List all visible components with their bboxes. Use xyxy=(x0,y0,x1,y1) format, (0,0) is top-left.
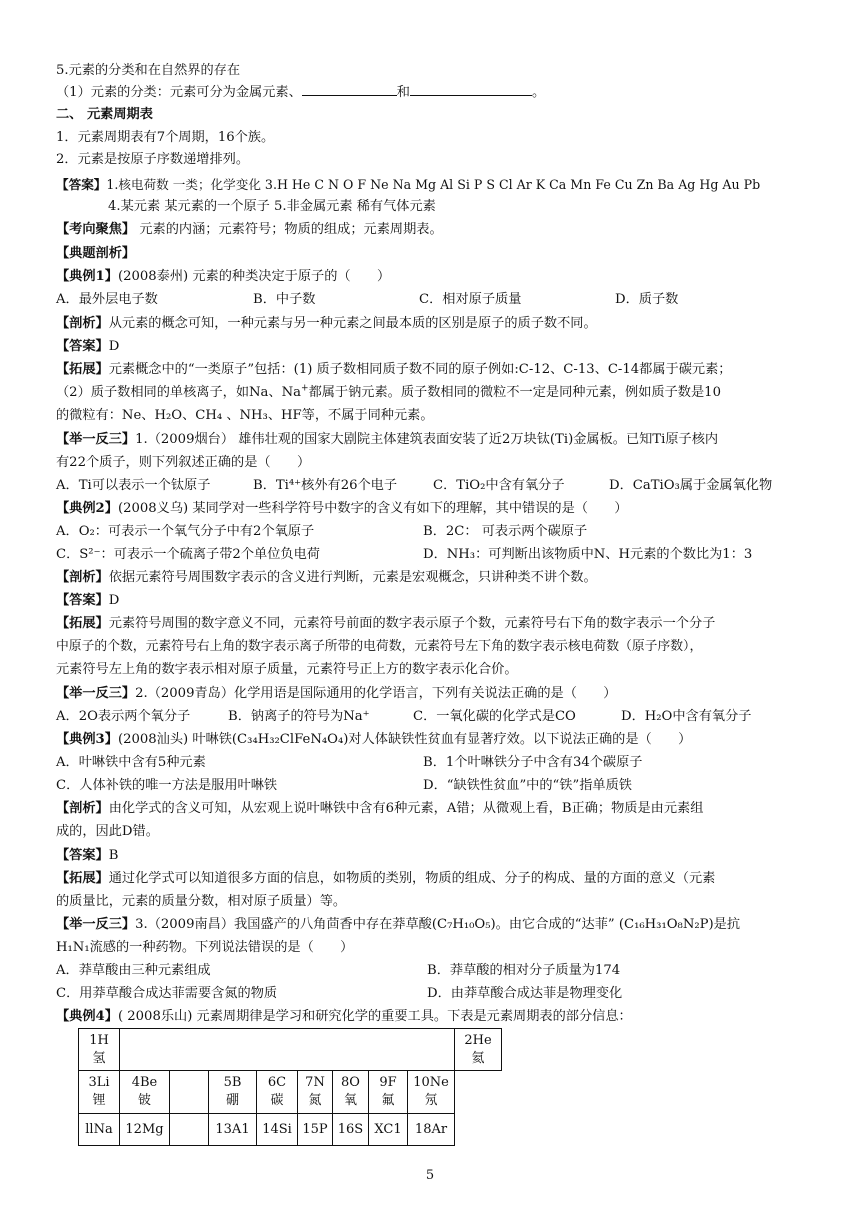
practice-label: 【举一反三】 xyxy=(56,686,136,701)
table-cell-cl: XC1 xyxy=(369,1114,408,1146)
example-3-options-2 xyxy=(56,775,820,796)
example-3-question xyxy=(56,729,820,750)
option-b: B．2C： 可表示两个碳原子 xyxy=(423,524,588,539)
table-cell-si: 14Si xyxy=(257,1114,298,1146)
example-label: 【典例3】 xyxy=(56,732,118,747)
practice-question: 1.（2009烟台） 雄伟壮观的国家大剧院主体建筑表面安装了近2万块钛(Ti)金属板。已知Ti原子核内 xyxy=(135,432,719,447)
example-3-analysis xyxy=(56,798,820,819)
example-3-answer xyxy=(56,845,820,866)
extension-text: 通过化学式可以知道很多方面的信息，如物质的类别，物质的组成、分子的构成、量的方面的意义（元素 xyxy=(108,871,716,886)
answer-blank-1[interactable] xyxy=(302,82,397,96)
example-question: ( 2008乐山) 元素周期律是学习和研究化学的重要工具。下表是元素周期表的部分信息： xyxy=(117,1009,632,1024)
example-2-extension xyxy=(56,613,820,634)
classify-end: 。 xyxy=(531,85,546,100)
table-cell-s: 16S xyxy=(333,1114,369,1146)
table-row xyxy=(79,1029,502,1071)
extension-text: 元素符号周围的数字意义不同，元素符号前面的数字表示原子个数，元素符号右下角的数字表示一个分子 xyxy=(108,616,716,631)
table-cell-he xyxy=(455,1029,502,1071)
cell-symbol: 1H xyxy=(89,1032,109,1048)
focus-line xyxy=(56,219,820,240)
table-cell-ne xyxy=(408,1071,455,1114)
sec5-classify xyxy=(56,82,820,103)
option-b: B．钠离子的符号为Na⁺ xyxy=(228,709,370,724)
option-b: B．Ti⁴⁺核外有26个电子 xyxy=(253,478,398,493)
example-1-extension-3: 的微粒有：Ne、H₂O、CH₄ 、NH₃、HF等，不属于同种元素。 xyxy=(56,408,434,423)
classify-text: （1）元素的分类：元素可分为金属元素、 xyxy=(56,85,302,100)
extension-text: 元素概念中的“一类原子”包括：(1) 质子数相同质子数不同的原子例如:C-12、C-13、C-14都属于碳元素； xyxy=(108,362,732,377)
cell-name: 氢 xyxy=(92,1050,106,1066)
cell-symbol: 5B xyxy=(223,1075,242,1090)
extension-text: 都属于钠元素。质子数相同的微粒不一定是同种元素，例如质子数是10 xyxy=(308,385,721,400)
cell-symbol: 10Ne xyxy=(413,1075,449,1090)
example-2-question xyxy=(56,498,820,519)
table-cell-c xyxy=(257,1071,298,1114)
analysis-label: 【剖析】 xyxy=(56,801,109,816)
table-cell-li xyxy=(79,1071,120,1114)
practice-3-question-2: H₁N₁流感的一种药物。下列说法错误的是（ ） xyxy=(56,940,354,955)
practice-1-question xyxy=(56,429,820,450)
practice-3-options-2 xyxy=(56,983,820,1004)
table-cell-f xyxy=(369,1071,408,1114)
practice-3-options-1 xyxy=(56,960,820,981)
practice-question: 3.（2009南昌）我国盛产的八角茴香中存在莽草酸(C₇H₁₀O₅)。由它合成的“达菲” (C₁₆H₃₁O₈N₂P)是抗 xyxy=(135,917,741,932)
practice-1-question-2: 有22个质子，则下列叙述正确的是（ ） xyxy=(56,455,311,470)
option-a: A．叶啉铁中含有5种元素 xyxy=(56,755,206,770)
example-label: 【典例1】 xyxy=(56,269,118,284)
example-question: (2008汕头) 叶啉铁(C₃₄H₃₂ClFeN₄O₄)对人体缺铁性贫血有显著疗效。以下说法正确的是（ ） xyxy=(117,732,692,747)
answer-line-2: 4.某元素 某元素的一个原子 5.非金属元素 稀有气体元素 xyxy=(108,199,436,214)
option-d: D．“缺铁性贫血”中的“铁”指单质铁 xyxy=(423,778,632,793)
analysis-heading: 【典题剖析】 xyxy=(56,246,136,261)
example-question: (2008义乌) 某同学对一些科学符号中数字的含义有如下的理解，其中错误的是（ ） xyxy=(117,501,628,516)
example-2-extension-2: 中原子的个数，元素符号右上角的数字表示离子所带的电荷数，元素符号左下角的数字表示核电荷数（原子序数）， xyxy=(56,639,703,654)
table-cell-be xyxy=(120,1071,170,1114)
practice-1-options xyxy=(56,475,820,496)
cell-name: 氮 xyxy=(308,1093,322,1108)
example-2-analysis xyxy=(56,567,820,588)
answer-text: 1.核电荷数 一类；化学变化 3.H He C N O F Ne Na Mg Al Si P S Cl Ar K Ca Mn Fe Cu Zn Ba Ag Hg Au Pb xyxy=(106,177,761,192)
example-3-extension xyxy=(56,868,820,889)
table-cell-mg: 12Mg xyxy=(120,1114,170,1146)
option-d: D．质子数 xyxy=(615,292,679,307)
table-cell-h xyxy=(79,1029,120,1071)
example-1-extension-2 xyxy=(56,382,820,403)
answer-value: B xyxy=(108,848,119,863)
answer-label: 【答案】 xyxy=(56,593,109,608)
extension-label: 【拓展】 xyxy=(56,362,109,377)
option-c: C．TiO₂中含有氧分子 xyxy=(433,478,565,493)
option-a: A．Ti可以表示一个钛原子 xyxy=(56,478,211,493)
cell-name: 氟 xyxy=(381,1093,395,1108)
practice-3-question xyxy=(56,914,820,935)
example-2-options-1 xyxy=(56,521,820,542)
periodic-table xyxy=(78,1028,502,1146)
analysis-label: 【剖析】 xyxy=(56,316,109,331)
answer-blank-2[interactable] xyxy=(410,82,532,96)
practice-label: 【举一反三】 xyxy=(56,917,136,932)
example-4-question xyxy=(56,1006,820,1027)
example-2-answer xyxy=(56,590,820,611)
option-b: B．中子数 xyxy=(253,292,316,307)
practice-2-question xyxy=(56,683,820,704)
table-cell-p: 15P xyxy=(298,1114,333,1146)
table-row xyxy=(79,1071,502,1114)
focus-text: 元素的内涵；元素符号；物质的组成；元素周期表。 xyxy=(135,222,443,237)
cell-symbol: 6C xyxy=(267,1075,287,1090)
table-cell-ar: 18Ar xyxy=(408,1114,455,1146)
cell-symbol: 4Be xyxy=(131,1075,158,1090)
extension-text: （2）质子数相同的单核离子，如Na、Na xyxy=(56,385,302,400)
option-c: C．人体补铁的唯一方法是服用叶啉铁 xyxy=(56,778,278,793)
example-3-options-1 xyxy=(56,752,820,773)
extension-label: 【拓展】 xyxy=(56,871,109,886)
table-cell-na: llNa xyxy=(79,1114,120,1146)
cell-symbol: 9F xyxy=(379,1075,397,1090)
pt-paragraph-1: 1．元素周期表有7个周期，16个族。 xyxy=(56,130,275,145)
cell-name: 氧 xyxy=(343,1093,357,1108)
table-cell-b xyxy=(209,1071,257,1114)
answer-label: 【答案】 xyxy=(56,339,109,354)
answer-value: D xyxy=(108,339,120,354)
option-c: C．用莽草酸合成达菲需要含氮的物质 xyxy=(56,986,278,1001)
answer-value: D xyxy=(108,593,120,608)
example-question: (2008泰州) 元素的种类决定于原子的（ ） xyxy=(117,269,391,284)
cell-name: 氦 xyxy=(471,1050,485,1066)
option-d: D．H₂O中含有氧分子 xyxy=(621,709,752,724)
option-c: C．相对原子质量 xyxy=(419,292,522,307)
pt-paragraph-2: 2．元素是按原子序数递增排列。 xyxy=(56,152,250,167)
cell-name: 锂 xyxy=(92,1093,106,1108)
analysis-text: 由化学式的含义可知，从宏观上说叶啉铁中含有6种元素，A错；从微观上看，B正确；物质是由元素组 xyxy=(108,801,704,816)
example-label: 【典例2】 xyxy=(56,501,118,516)
option-d: D．CaTiO₃属于金属氧化物 xyxy=(609,478,773,493)
practice-label: 【举一反三】 xyxy=(56,432,136,447)
example-3-extension-2: 的质量比，元素的质量分数，相对原子质量）等。 xyxy=(56,894,347,909)
sec5-title: 5.元素的分类和在自然界的存在 xyxy=(56,63,241,78)
option-d: D．NH₃：可判断出该物质中N、H元素的个数比为1：3 xyxy=(423,547,753,562)
cell-name: 硼 xyxy=(225,1093,239,1108)
example-label: 【典例4】 xyxy=(56,1009,118,1024)
table-cell-n xyxy=(298,1071,333,1114)
practice-2-options xyxy=(56,706,820,727)
example-1-answer xyxy=(56,336,820,357)
cell-symbol: 7N xyxy=(305,1075,325,1090)
analysis-text: 从元素的概念可知，一种元素与另一种元素之间最本质的区别是原子的质子数不同。 xyxy=(108,316,597,331)
answer-label: 【答案】 xyxy=(56,848,109,863)
option-d: D．由莽草酸合成达菲是物理变化 xyxy=(427,986,623,1001)
analysis-label: 【剖析】 xyxy=(56,570,109,585)
extension-label: 【拓展】 xyxy=(56,616,109,631)
cell-symbol: 3Li xyxy=(88,1075,110,1090)
page-number: 5 xyxy=(425,1168,435,1183)
option-b: B．1个叶啉铁分子中含有34个碳原子 xyxy=(423,755,643,770)
example-1-question xyxy=(56,266,820,287)
option-a: A．2O表示两个氧分子 xyxy=(56,709,191,724)
focus-label: 【考向聚焦】 xyxy=(56,222,136,237)
example-3-analysis-2: 成的，因此D错。 xyxy=(56,824,159,839)
table-cell-gap xyxy=(170,1114,209,1146)
cell-name: 铍 xyxy=(137,1093,151,1108)
practice-question: 2.（2009青岛）化学用语是国际通用的化学语言，下列有关说法正确的是（ ） xyxy=(135,686,617,701)
option-a: A．最外层电子数 xyxy=(56,292,158,307)
classify-and: 和 xyxy=(396,85,410,100)
example-1-options xyxy=(56,289,820,310)
option-b: B．莽草酸的相对分子质量为174 xyxy=(427,963,621,978)
example-2-extension-3: 元素符号左上角的数字表示相对原子质量，元素符号正上方的数字表示化合价。 xyxy=(56,662,518,677)
table-cell-al: 13A1 xyxy=(209,1114,257,1146)
cell-name: 氖 xyxy=(424,1093,438,1108)
analysis-text: 依据元素符号周围数字表示的含义进行判断，元素是宏观概念，只讲种类不讲个数。 xyxy=(108,570,597,585)
plus-superscript: + xyxy=(301,383,309,394)
example-1-extension xyxy=(56,359,820,380)
table-row xyxy=(79,1114,502,1146)
cell-symbol: 8O xyxy=(341,1075,360,1090)
table-cell-o xyxy=(333,1071,369,1114)
option-c: C．一氧化碳的化学式是CO xyxy=(413,709,576,724)
answer-label: 【答案】 xyxy=(56,177,107,192)
table-cell-empty xyxy=(120,1029,455,1071)
answer-line-1 xyxy=(56,174,820,195)
option-c: C．S²⁻：可表示一个硫离子带2个单位负电荷 xyxy=(56,547,320,562)
table-cell-gap xyxy=(170,1071,209,1114)
cell-symbol: 2He xyxy=(464,1032,492,1048)
section-heading: 二、 元素周期表 xyxy=(56,107,153,122)
option-a: A．莽草酸由三种元素组成 xyxy=(56,963,211,978)
cell-name: 碳 xyxy=(270,1093,284,1108)
option-a: A．O₂：可表示一个氧气分子中有2个氧原子 xyxy=(56,524,315,539)
example-1-analysis xyxy=(56,313,820,334)
example-2-options-2 xyxy=(56,544,820,565)
